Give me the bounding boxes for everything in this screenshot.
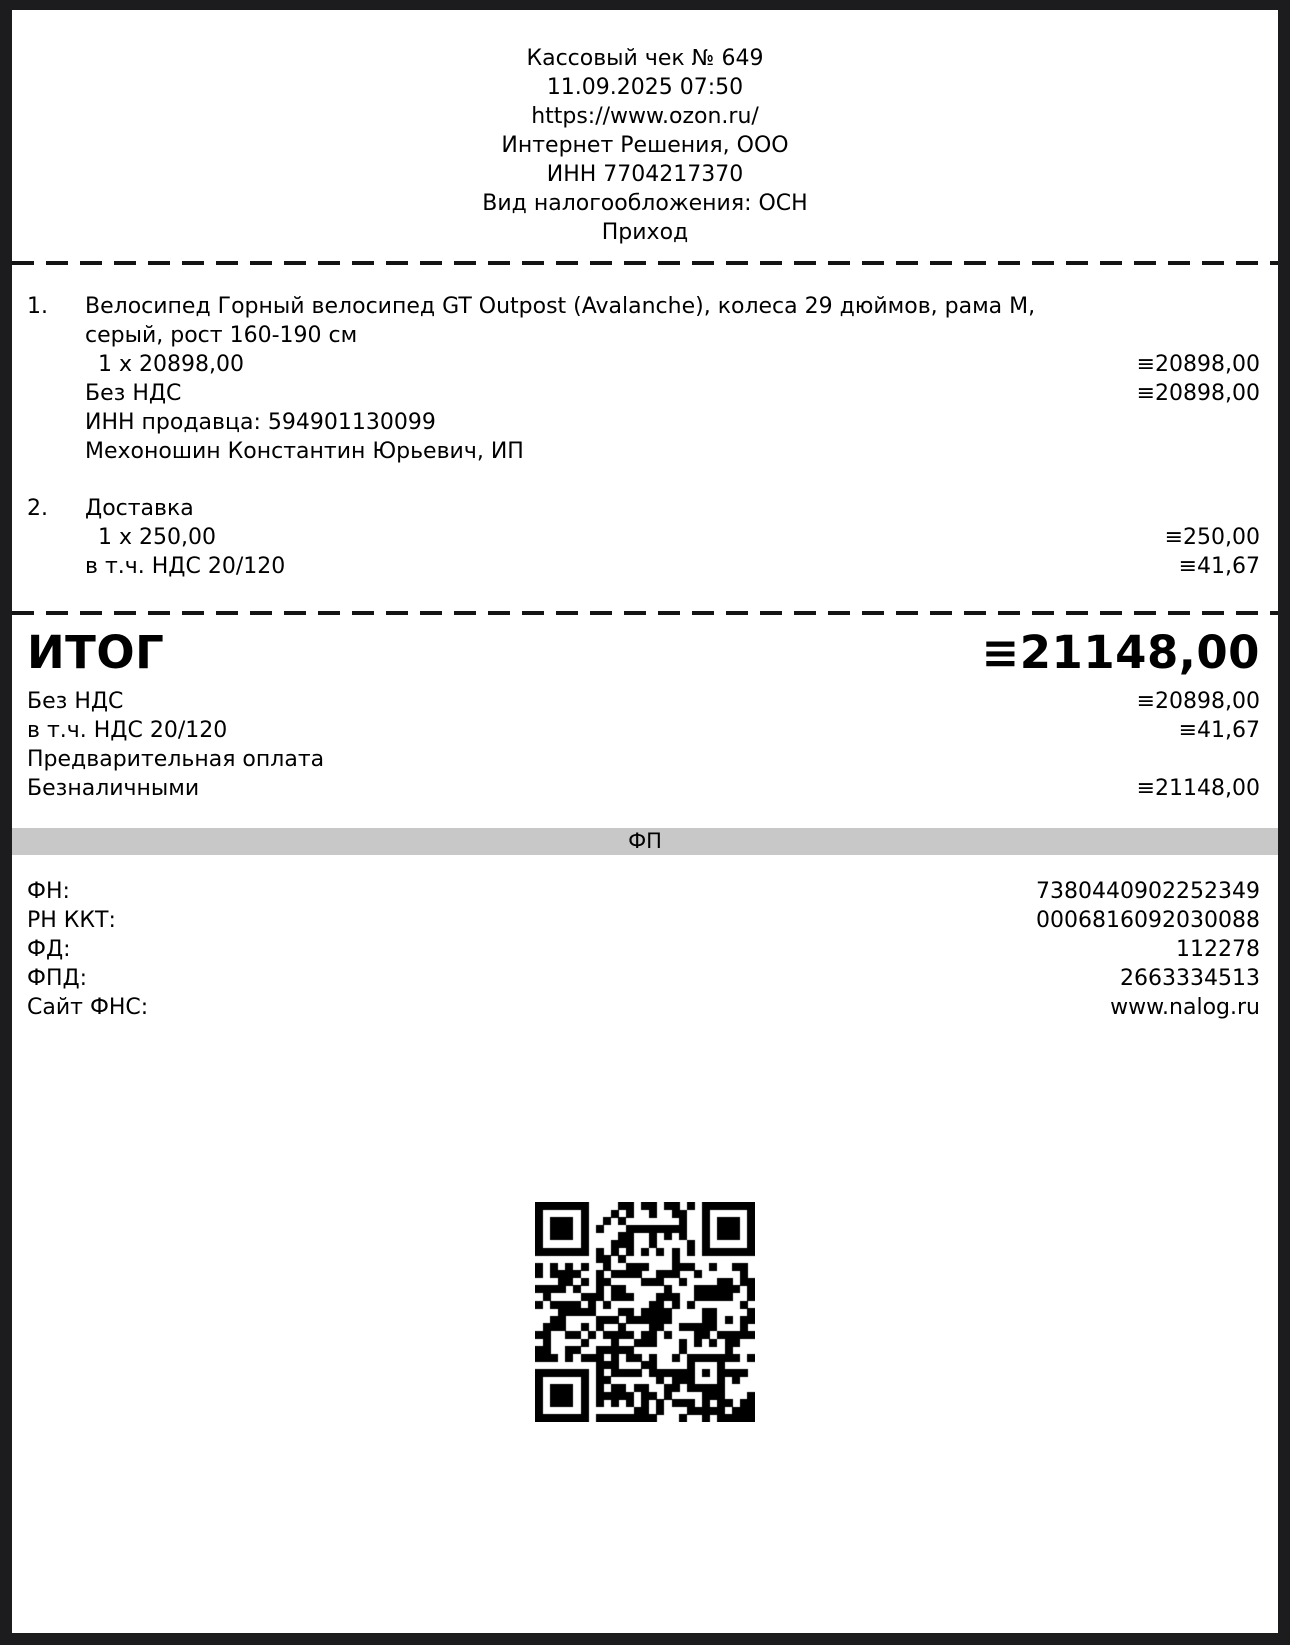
item-row <box>27 494 1260 581</box>
total-row <box>27 627 1260 679</box>
total-vat-row: в т.ч. НДС 20/120 ≡41,67 <box>27 718 1260 743</box>
tax-system: Вид налогообложения: ОСН <box>482 191 808 216</box>
fn-row: ФН: 7380440902252349 <box>27 879 1260 904</box>
receipt-paper <box>12 10 1278 1633</box>
item-vat-row <box>85 552 1260 581</box>
seller-inn: ИНН продавца: 594901130099 <box>85 410 436 435</box>
seller-name: Мехоношин Константин Юрьевич, ИП <box>85 439 524 464</box>
seller-name-row <box>85 437 1260 466</box>
merchant-url: https://www.ozon.ru/ <box>531 104 759 129</box>
item-name: Велосипед Горный велосипед GT Outpost (Avalanche), колеса 29 дюймов, рама M, серый, рост 160-190 см <box>85 294 1036 348</box>
merchant-name: Интернет Решения, ООО <box>501 133 789 158</box>
fp-bar: ФП <box>12 828 1278 855</box>
item-vat-label: в т.ч. НДС 20/120 <box>85 554 286 579</box>
item-qty-price-row <box>85 350 1260 379</box>
item-row <box>27 292 1260 466</box>
receipt-title: Кассовый чек № 649 <box>526 46 764 71</box>
item-amount: ≡20898,00 <box>1136 352 1260 377</box>
fd-row: ФД: 112278 <box>27 937 1260 962</box>
fns-site-row: Сайт ФНС: www.nalog.ru <box>27 995 1260 1020</box>
operation-type: Приход <box>601 220 689 245</box>
qr-container <box>12 1202 1278 1426</box>
fiscal-section <box>12 855 1278 1022</box>
item-vat-row <box>85 379 1260 408</box>
seller-inn-row <box>85 408 1260 437</box>
rn-kkt-row: РН ККТ: 0006816092030088 <box>27 908 1260 933</box>
receipt-datetime: 11.09.2025 07:50 <box>546 75 744 100</box>
dashed-separator <box>12 611 1278 615</box>
item-vat-label: Без НДС <box>85 381 182 406</box>
total-amount: ≡21148,00 <box>981 626 1260 679</box>
total-no-vat-row: Без НДС ≡20898,00 <box>27 689 1260 714</box>
item-vat-amount: ≡20898,00 <box>1136 381 1260 406</box>
merchant-inn: ИНН 7704217370 <box>546 162 744 187</box>
items-section <box>12 265 1278 581</box>
item-qty-price: 1 x 20898,00 <box>98 352 244 377</box>
item-name: Доставка <box>85 496 194 521</box>
totals-section <box>12 627 1278 803</box>
item-number: 2. <box>27 496 48 521</box>
prepayment-row: Предварительная оплата <box>27 747 325 772</box>
qr-code <box>535 1202 755 1422</box>
item-amount: ≡250,00 <box>1164 525 1260 550</box>
fpd-row: ФПД: 2663334513 <box>27 966 1260 991</box>
total-label: ИТОГ <box>27 626 165 679</box>
receipt-header <box>12 10 1278 247</box>
item-number: 1. <box>27 294 48 319</box>
item-vat-amount: ≡41,67 <box>1178 554 1260 579</box>
item-qty-price-row <box>85 523 1260 552</box>
cashless-row: Безналичными ≡21148,00 <box>27 776 1260 801</box>
item-qty-price: 1 x 250,00 <box>98 525 216 550</box>
